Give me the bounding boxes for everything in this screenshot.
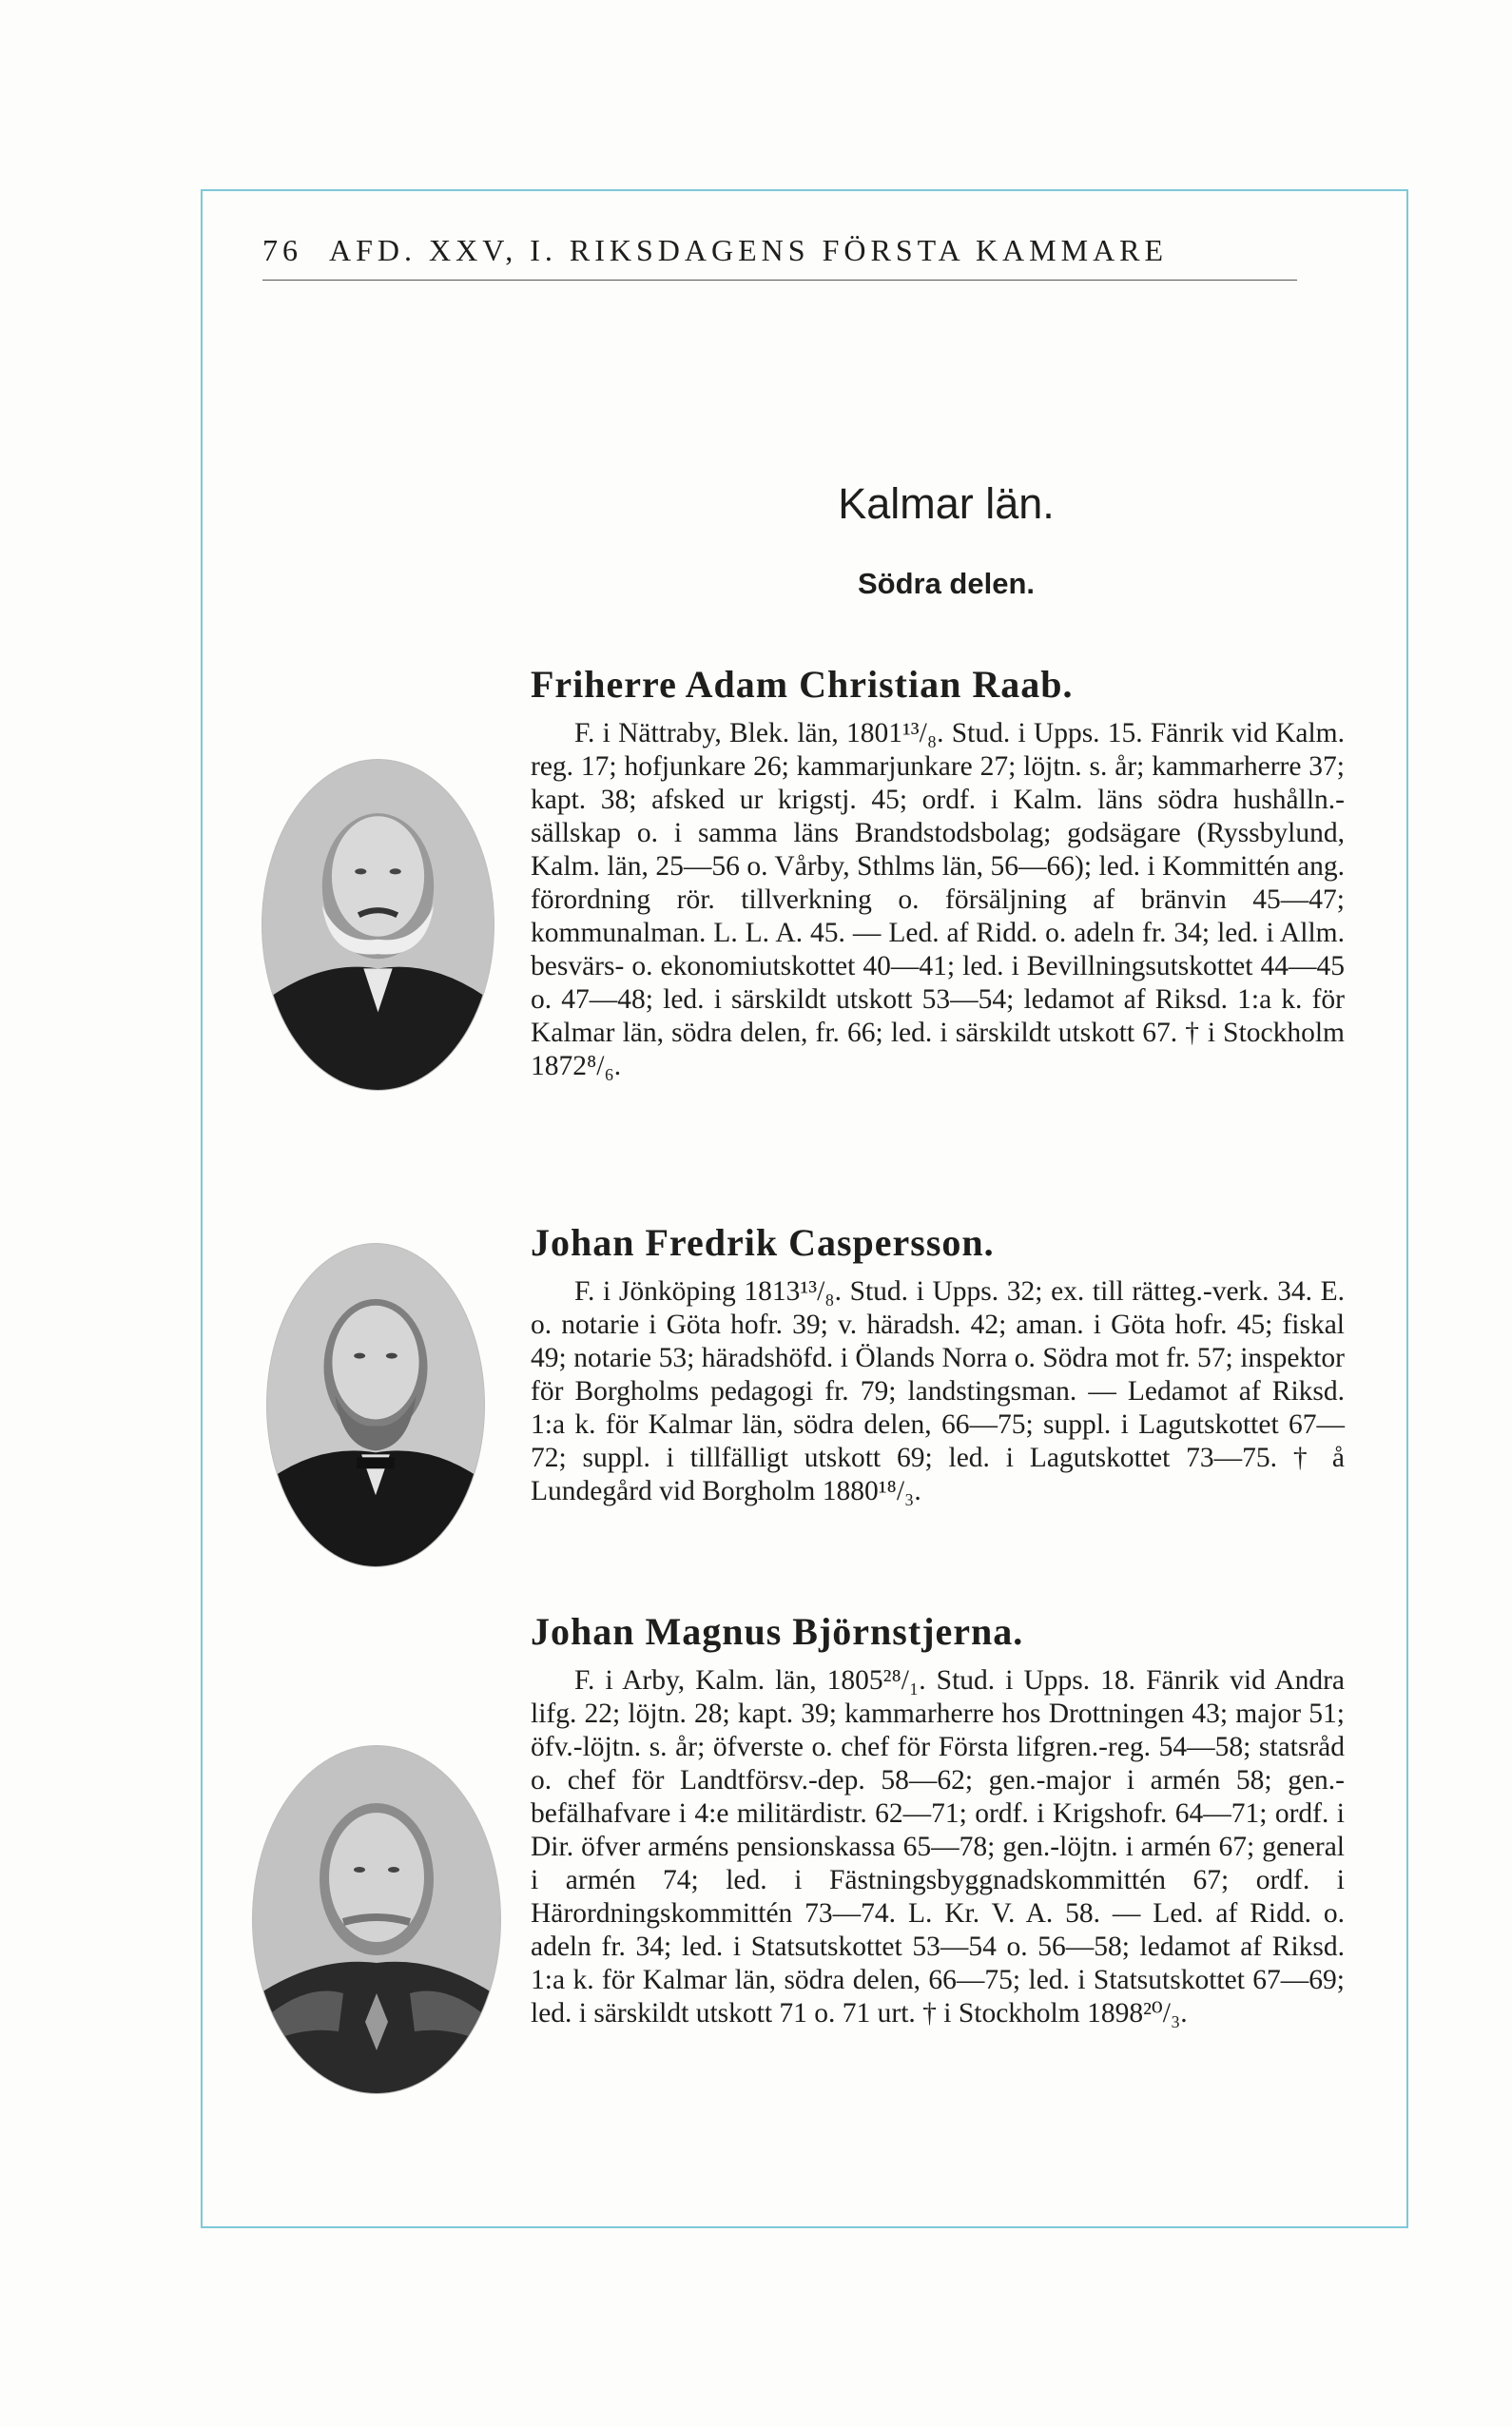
entry-raab xyxy=(531,660,1345,1083)
region-subtitle: Södra delen. xyxy=(857,567,1036,600)
biography-text: F. i Arby, Kalm. län, 1805²⁸/₁. Stud. i Upps. 18. Fänrik vid Andra lifg. 22; löjtn. 28; kapt. 39; kammarherre hos Drottningen 43; major 51; öfv.-löjtn. s. år; öfverste o. chef för Första lifgren.-reg. 54—58; statsråd o. chef för Landtförsv.-dep. 58—62; gen.-major i armén 58; gen.-befälhafvare i 4:e militärdistr. 62—71; ordf. i Krigshofr. 64—71; ordf. i Dir. öfver arméns pensionskassa 65—78; gen.-löjtn. i armén 67; general i armén 74; led. i Fästningsbyggnadskommittén 67; ordf. i Härordningskommittén 73—74. L. Kr. V. A. 58. — Led. af Ridd. o. adeln fr. 34; led. i Statsutskottet 53—54 o. 56—58; ledamot af Riksd. 1:a k. för Kalmar län, södra delen, 66—75; led. i Statsutskottet 67—69; led. i särskildt utskott 71 o. 71 urt. † i Stockholm 1898²⁰/₃. xyxy=(531,1665,1345,2029)
header-rule xyxy=(262,280,1297,281)
biography-text: F. i Jönköping 1813¹³/₈. Stud. i Upps. 32; ex. till rätteg.-verk. 34. E. o. notarie i Göta hofr. 39; v. häradsh. 42; aman. i Göta hofr. 45; fiskal 49; notarie 53; häradshöfd. i Ölands Norra o. Södra mot fr. 57; inspektor för Borgholms pedagogi fr. 79; landstingsman. — Ledamot af Riksd. 1:a k. för Kalmar län, södra delen, 66—75; suppl. i Lagutskottet 67—72; suppl. i tillfälligt utskott 69; led. i Lagutskottet 73—75. † å Lundegård vid Borgholm 1880¹⁸/₃. xyxy=(531,1276,1345,1506)
portrait-raab xyxy=(262,760,494,1090)
running-head-text: AFD. XXV, I. RIKSDAGENS FÖRSTA KAMMARE xyxy=(329,233,1169,267)
portrait-bjornstjerna xyxy=(253,1746,500,2093)
portrait-caspersson xyxy=(267,1244,484,1566)
person-name: Friherre Adam Christian Raab. xyxy=(531,663,1074,706)
entry-caspersson xyxy=(531,1218,1345,1508)
biography-text: F. i Nättraby, Blek. län, 1801¹³/₈. Stud. i Upps. 15. Fänrik vid Kalm. reg. 17; hofjunkare 26; kammarjunkare 27; löjtn. s. år; kammarherre 37; kapt. 38; afsked ur krigstj. 45; ordf. i Kalm. läns södra hushålln.-sällskap o. i samma läns Brandstodsbolag; godsägare (Ryssbylund, Kalm. län, 25—56 o. Vårby, Sthlms län, 56—66); led. i Kommittén ang. förordning rör. tillverkning o. försäljning af bränvin 45—47; kommunalman. L. L. A. 45. — Led. af Ridd. o. adeln fr. 34; led. i Allm. besvärs- o. ekonomiutskottet 40—41; led. i Bevillningsutskottet 44—45 o. 47—48; led. i särskildt utskott 53—54; ledamot af Riksd. 1:a k. för Kalmar län, södra delen, fr. 66; led. i särskildt utskott 67. † i Stockholm 1872⁸/₆. xyxy=(531,718,1345,1081)
page-number: 76 xyxy=(262,233,302,267)
region-title: Kalmar län. xyxy=(838,479,1055,528)
running-head xyxy=(262,233,1297,282)
person-name: Johan Fredrik Caspersson. xyxy=(531,1221,995,1264)
entry-bjornstjerna xyxy=(531,1607,1345,2030)
person-name: Johan Magnus Björnstjerna. xyxy=(531,1610,1024,1653)
